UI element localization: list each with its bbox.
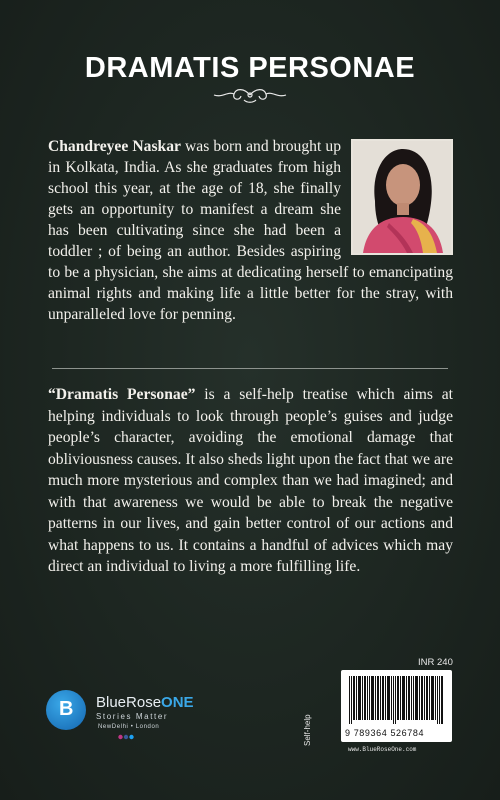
blurb-title: “Dramatis Personae”	[48, 386, 196, 403]
isbn-number: 9 789364 526784	[345, 728, 425, 738]
barcode	[341, 670, 452, 742]
publisher-name: BlueRoseONE	[96, 694, 194, 711]
social-icons	[118, 734, 134, 742]
price-label: INR 240	[418, 657, 453, 668]
genre-label: Self-help	[303, 714, 312, 746]
publisher-logo	[46, 690, 246, 750]
bio-text: was born and brought up in Kolkata, India. As she graduates from high school this year, at the age of 18, she finally gets an opportunity to manifest a dream she has been cultivating since she had been a toddler ; of being an author. Besides aspiring to be a physician, she aims at dedicating herself to emancipating animal rights and making life a little better for the stray, with unparalleled love for penning.	[48, 138, 453, 323]
barcode-icon	[349, 676, 444, 724]
blurb-text: is a self-help treatise which aims at helping individuals to look through people’s guises and judge people’s character, avoiding the emotional damage that obliviousness causes. It also sheds light upon the fact that we are much more mysterious and complex than we had imagined; and with that awareness we would be able to break the negative patterns in our lives, and gain better control of our actions and what happens to us. It contains a handful of advices which may direct an individual to living a more fulfilling life.	[48, 386, 453, 575]
author-name: Chandreyee Naskar	[48, 138, 181, 155]
publisher-tagline: Stories Matter	[96, 712, 169, 721]
publisher-logo-icon: B	[46, 690, 86, 730]
publisher-cities: NewDelhi • London	[98, 724, 160, 730]
book-title: DRAMATIS PERSONAE	[84, 52, 416, 84]
author-photo	[351, 139, 453, 255]
publisher-website[interactable]: www.BlueRoseOne.com	[348, 746, 417, 753]
author-bio	[48, 136, 453, 325]
author-portrait-icon	[353, 141, 451, 253]
ornament-flourish-icon	[210, 84, 290, 106]
section-divider	[52, 368, 448, 369]
book-blurb	[48, 384, 453, 578]
